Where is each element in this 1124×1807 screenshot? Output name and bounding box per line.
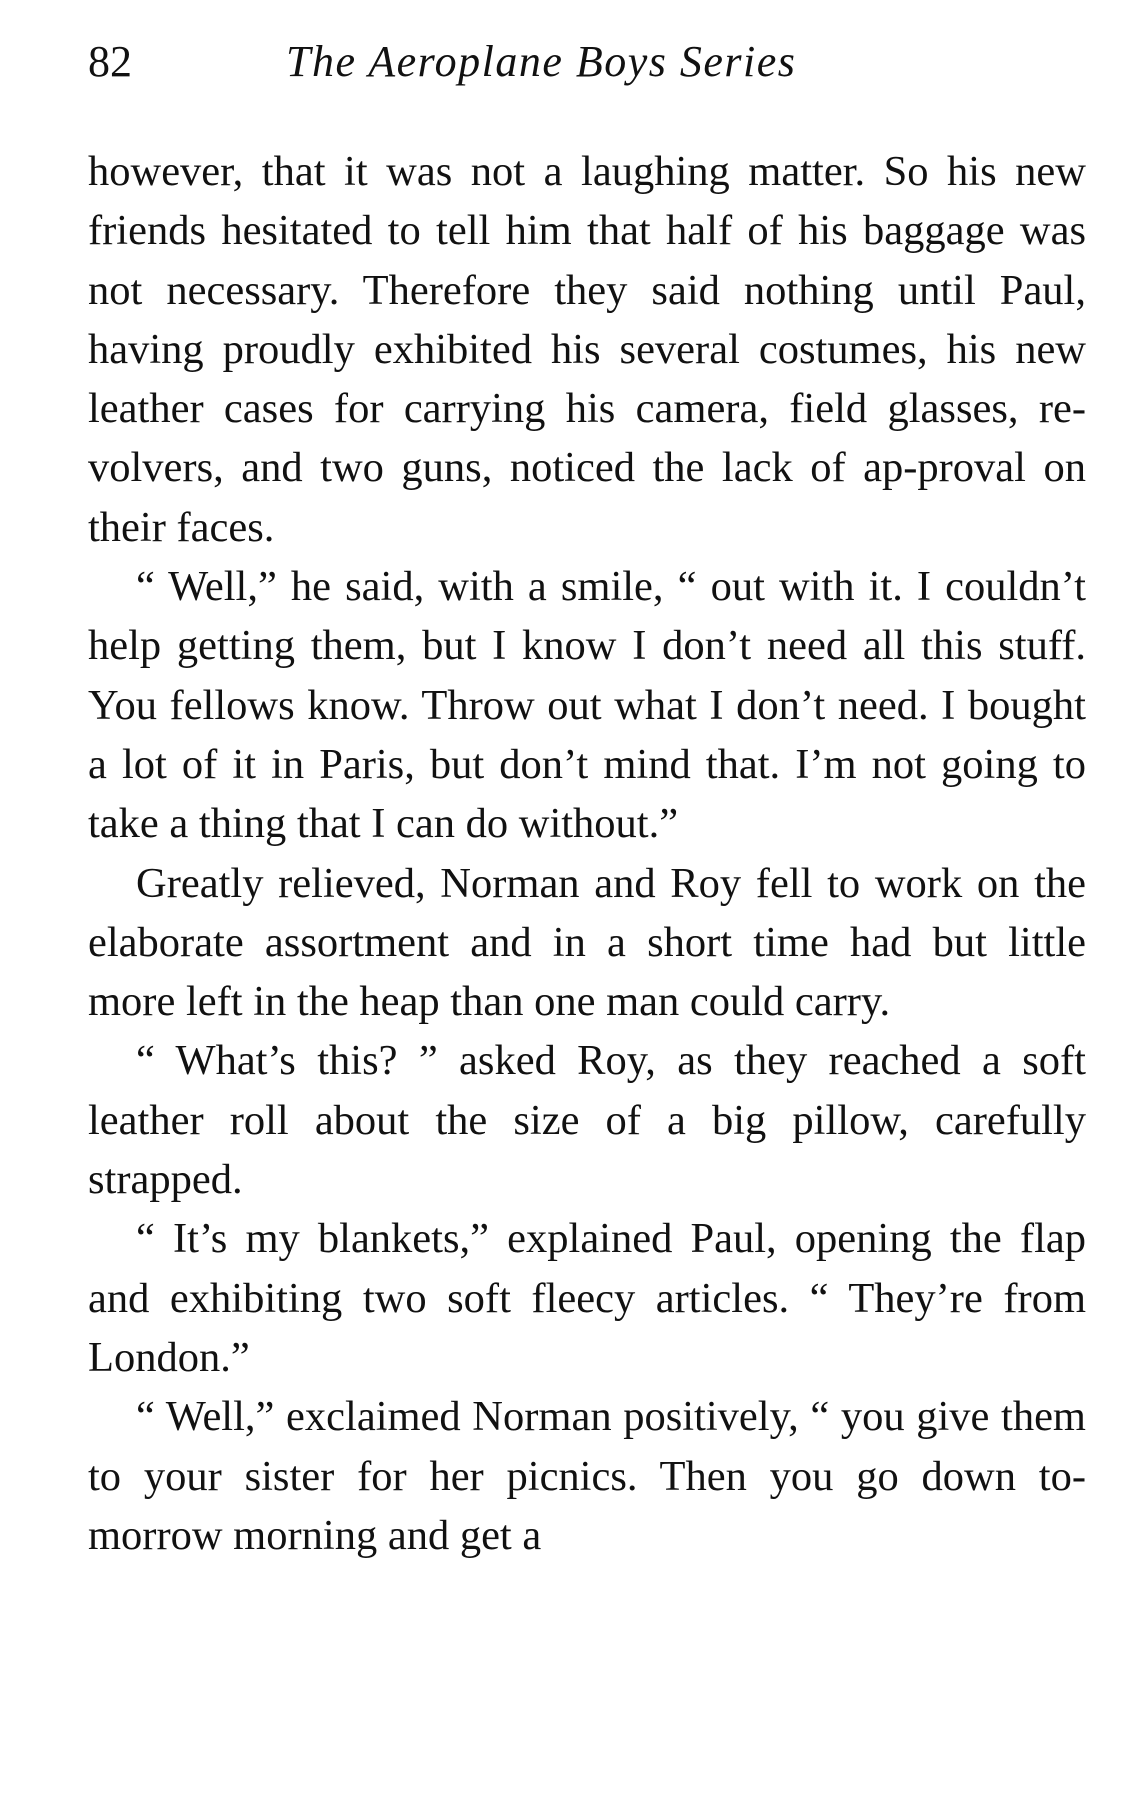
paragraph-5: “ It’s my blankets,” explained Paul, opening the flap and exhibiting two soft fleecy articles. “ They’re from London.” <box>88 1215 1086 1381</box>
paragraph-1: however, that it was not a laughing matter. So his new friends hesitated to tell him that half of his baggage was not necessary. Therefore they said nothing until Paul, having proudly exhibited his several costumes, his new leather cases for carrying his camera, field glasses, re-volvers, and two guns, noticed the lack of ap-proval on their faces. <box>88 148 1086 551</box>
paragraph-6: “ Well,” exclaimed Norman positively, “ you give them to your sister for her picnics. Then you go down to-morrow morning and get a <box>88 1393 1086 1559</box>
page-number: 82 <box>88 37 132 86</box>
paragraph-4: “ What’s this? ” asked Roy, as they reached a soft leather roll about the size of a big pillow, carefully strapped. <box>88 1037 1086 1204</box>
body-text <box>88 142 1086 1565</box>
paragraph-2: “ Well,” he said, with a smile, “ out with it. I couldn’t help getting them, but I know I don’t need all this stuff. You fellows know. Throw out what I don’t need. I bought a lot of it in Paris, but don’t mind that. I’m not going to take a thing that I can do without.” <box>88 563 1086 848</box>
running-title: The Aeroplane Boys Series <box>286 37 797 86</box>
page-header <box>88 32 1088 92</box>
paragraph-3: Greatly relieved, Norman and Roy fell to work on the elaborate assortment and in a short time had but little more left in the heap than one man could carry. <box>88 859 1086 1026</box>
